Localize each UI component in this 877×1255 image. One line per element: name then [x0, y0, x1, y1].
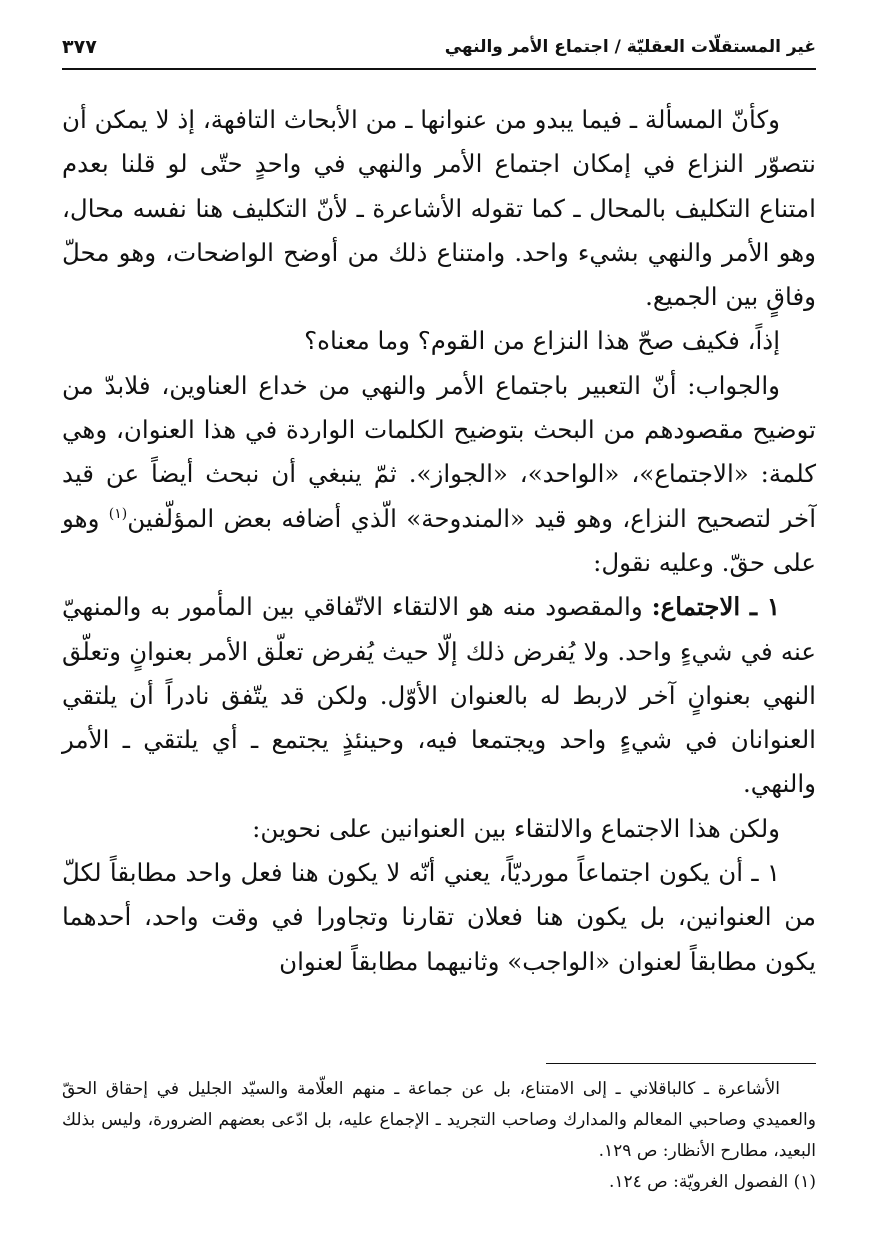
page: [62, 28, 816, 1228]
header-rule: [62, 68, 816, 70]
footnotes: [62, 1074, 816, 1198]
footnote-rule: [546, 1063, 816, 1064]
paragraph-3-text: والجواب: أنّ التعبير باجتماع الأمر والنهي من خداع العناوين، فلابدّ من توضيح مقصودهم من البحث بتوضيح الكلمات الواردة في هذا العنوان، وهي كلمة: «الاجتماع»، «الواحد»، «الجواز». ثمّ ينبغي أن نبحث أيضاً عن قيد آخر لتصحيح النزاع، وهو قيد «المندوحة» الّذي أضافه بعض المؤلّفين: [62, 370, 817, 533]
running-title: غير المستقلّات العقليّة / اجتماع الأمر والنهي: [444, 37, 816, 57]
page-number: ٣٧٧: [62, 36, 97, 58]
paragraph-3: [62, 364, 816, 585]
main-text: [62, 98, 816, 984]
page-header: [62, 28, 816, 66]
paragraph-1: وكأنّ المسألة ـ فيما يبدو من عنوانها ـ من الأبحاث التافهة، إذ لا يمكن أن نتصوّر النزاع في إمكان اجتماع الأمر والنهي في واحدٍ حتّى لو قلنا بعدم امتناع التكليف بالمحال ـ كما تقوله الأشاعرة ـ لأنّ التكليف هنا نفسه محال، وهو الأمر والنهي بشيء واحد. وامتناع ذلك من أوضح الواضحات، وهو محلّ وفاقٍ بين الجميع.: [62, 105, 816, 312]
item-1-heading: ١ ـ الاجتماع:: [651, 592, 780, 622]
footnote-continued: الأشاعرة ـ كالباقلاني ـ إلى الامتناع، بل عن جماعة ـ منهم العلّامة والسيّد الجليل في إحقاق الحقّ والعميدي وصاحبي المعالم والمدارك وصاحب التجريد ـ الإجماع عليه، بل ادّعى بعضهم الضرورة، وليس بذلك البعيد، مطارح الأنظار: ص ١٢٩.: [62, 1079, 816, 1161]
paragraph-4: [62, 585, 816, 806]
paragraph-3-end: وهو على حقّ. وعليه نقول:: [62, 503, 816, 577]
paragraph-6: ١ ـ أن يكون اجتماعاً مورديّاً، يعني أنّه لا يكون هنا فعل واحد مطابقاً لكلّ من العنوانين، بل يكون هنا فعلان تقارنا وتجاورا في وقت واحد، أحدهما يكون مطابقاً لعنوان «الواجب» وثانيهما مطابقاً لعنوان: [62, 858, 816, 976]
footnote-1: (١) الفصول الغرويّة: ص ١٢٤.: [608, 1172, 816, 1192]
footnote-ref-1[interactable]: (١): [108, 505, 128, 522]
paragraph-2: إذاً، فكيف صحّ هذا النزاع من القوم؟ وما معناه؟: [304, 326, 780, 356]
item-1-text: والمقصود منه هو الالتقاء الاتّفاقي بين المأمور به والمنهيّ عنه في شيءٍ واحد. ولا يُفرض ذلك إلّا حيث يُفرض تعلّق الأمر بعنوانٍ وتعلّق النهي بعنوانٍ آخر لاربط له بالعنوان الأوّل. ولكن قد يتّفق نادراً أن يلتقي العنوانان في شيءٍ واحد ويجتمعا فيه، وحينئذٍ يجتمع ـ أي يلتقي ـ الأمر والنهي.: [62, 592, 816, 799]
paragraph-5: ولكن هذا الاجتماع والالتقاء بين العنوانين على نحوين:: [252, 813, 780, 843]
